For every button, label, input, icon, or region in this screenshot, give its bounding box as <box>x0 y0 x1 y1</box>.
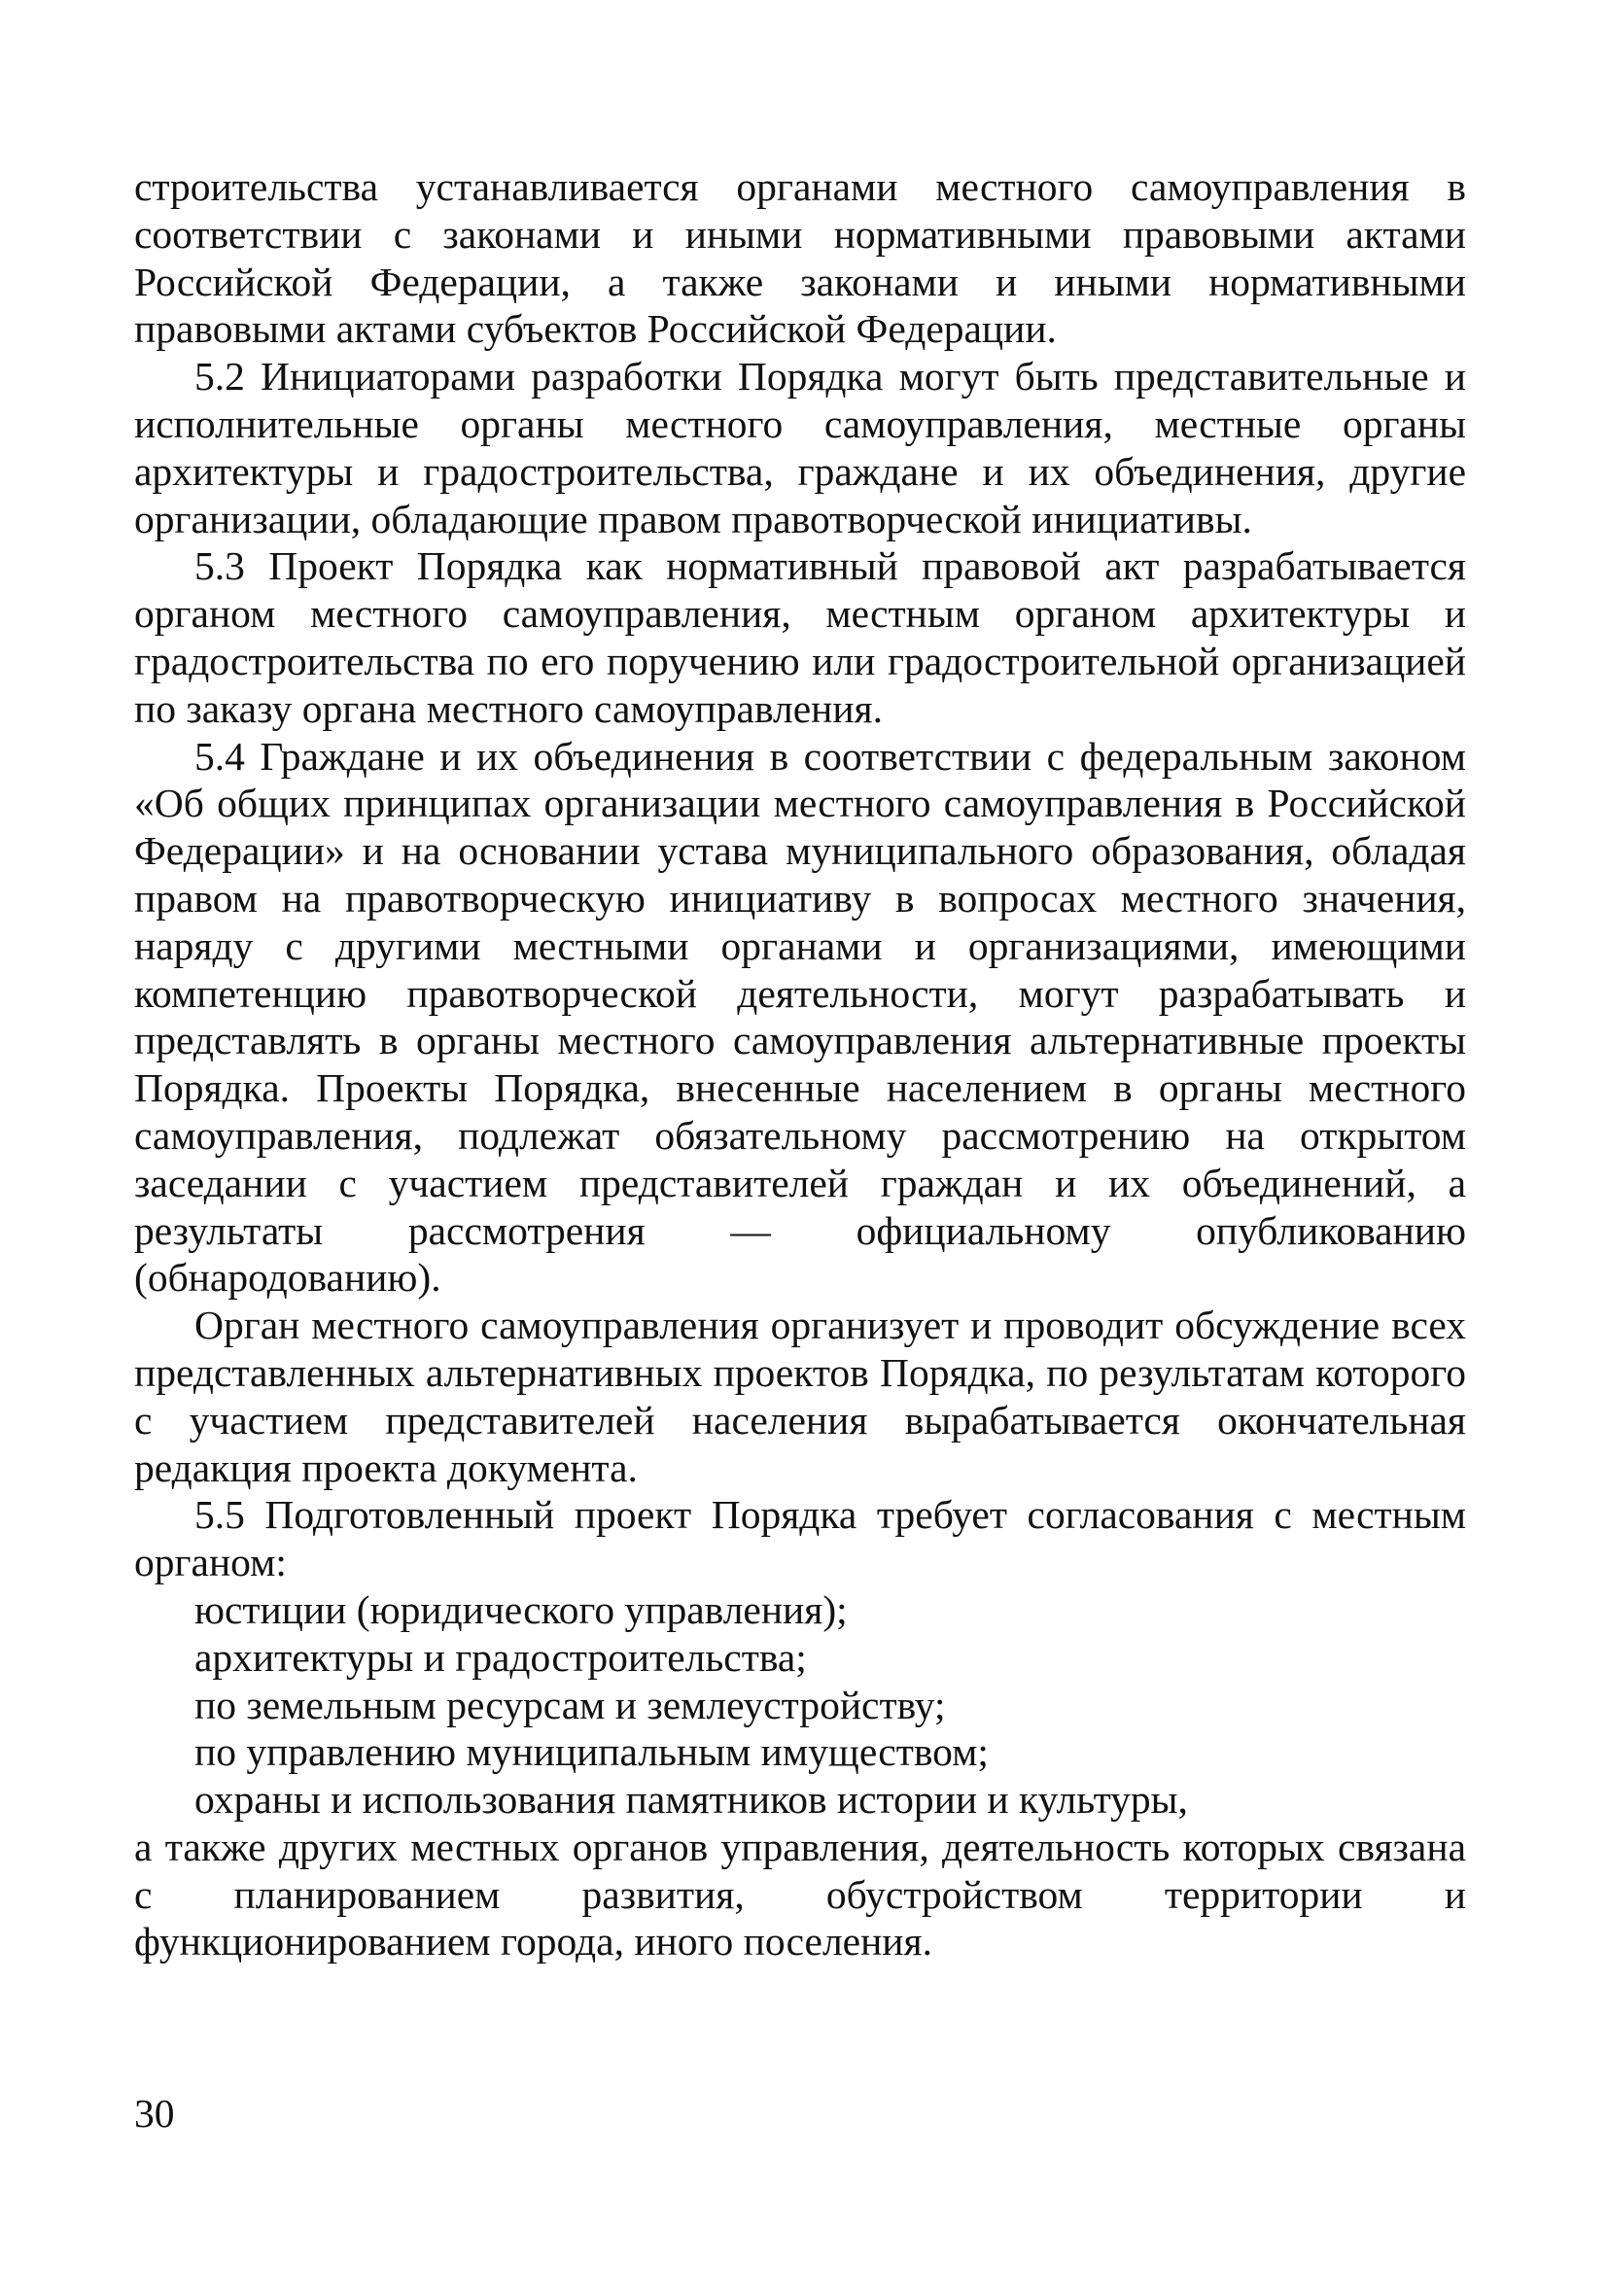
paragraph-5-2: 5.2 Инициаторами разработки Порядка могут быть представительные и исполнительные органы местного самоуправления, местные органы архитектуры и градостроительства, граждане и их объединения, другие организации, обладающие правом правотворческой инициативы. <box>134 354 1466 541</box>
list-item: охраны и использования памятников истории и культуры, <box>194 1777 1188 1823</box>
paragraph-5-5: 5.5 Подготовленный проект Порядка требует согласования с местным органом: <box>134 1492 1466 1585</box>
list-item: архитектуры и градостроительства; <box>194 1634 807 1680</box>
paragraph-5-4: 5.4 Граждане и их объединения в соответствии с федеральным законом «Об общих принципах организации местного самоуправления в Российской Федерации» и на основании устава муниципального образования, обладая правом на правотворческую инициативу в вопросах местного значения, наряду с другими местными органами и организациями, имеющими компетенцию правотворческой деятельности, могут разрабатывать и представлять в органы местного самоуправления альтернативные проекты Порядка. Проекты Порядка, внесенные населением в органы местного самоуправления, подлежат обязательному рассмотрению на открытом заседании с участием представителей граждан и их объединений, а результаты рассмотрения — официальному опубликованию (обнародованию). <box>134 733 1466 1301</box>
page-number: 30 <box>134 2091 175 2136</box>
document-page <box>134 163 1466 1966</box>
paragraph-closing: а также других местных органов управления, деятельность которых связана с планированием развития, обустройством территории и функционированием города, иного поселения. <box>134 1824 1466 1965</box>
paragraph-discussion: Орган местного самоуправления организует и проводит обсуждение всех представленных альтернативных проектов Порядка, по результатам которого с участием представителей населения вырабатывается окончательная редакция проекта документа. <box>134 1303 1466 1490</box>
paragraph-5-3: 5.3 Проект Порядка как нормативный правовой акт разрабатывается органом местного самоуправления, местным органом архитектуры и градостроительства по его поручению или градостроительной организацией по заказу органа местного самоуправления. <box>134 543 1466 731</box>
list-item: по управлению муниципальным имуществом; <box>194 1729 989 1775</box>
approval-list <box>134 1586 1466 1824</box>
list-item: по земельным ресурсам и землеустройству; <box>194 1682 946 1727</box>
list-item: юстиции (юридического управления); <box>194 1586 848 1632</box>
paragraph-continuation: строительства устанавливается органами местного самоуправления в соответствии с законами и иными нормативными правовыми актами Российской Федерации, а также законами и иными нормативными правовыми актами субъектов Российской Федерации. <box>134 164 1466 352</box>
